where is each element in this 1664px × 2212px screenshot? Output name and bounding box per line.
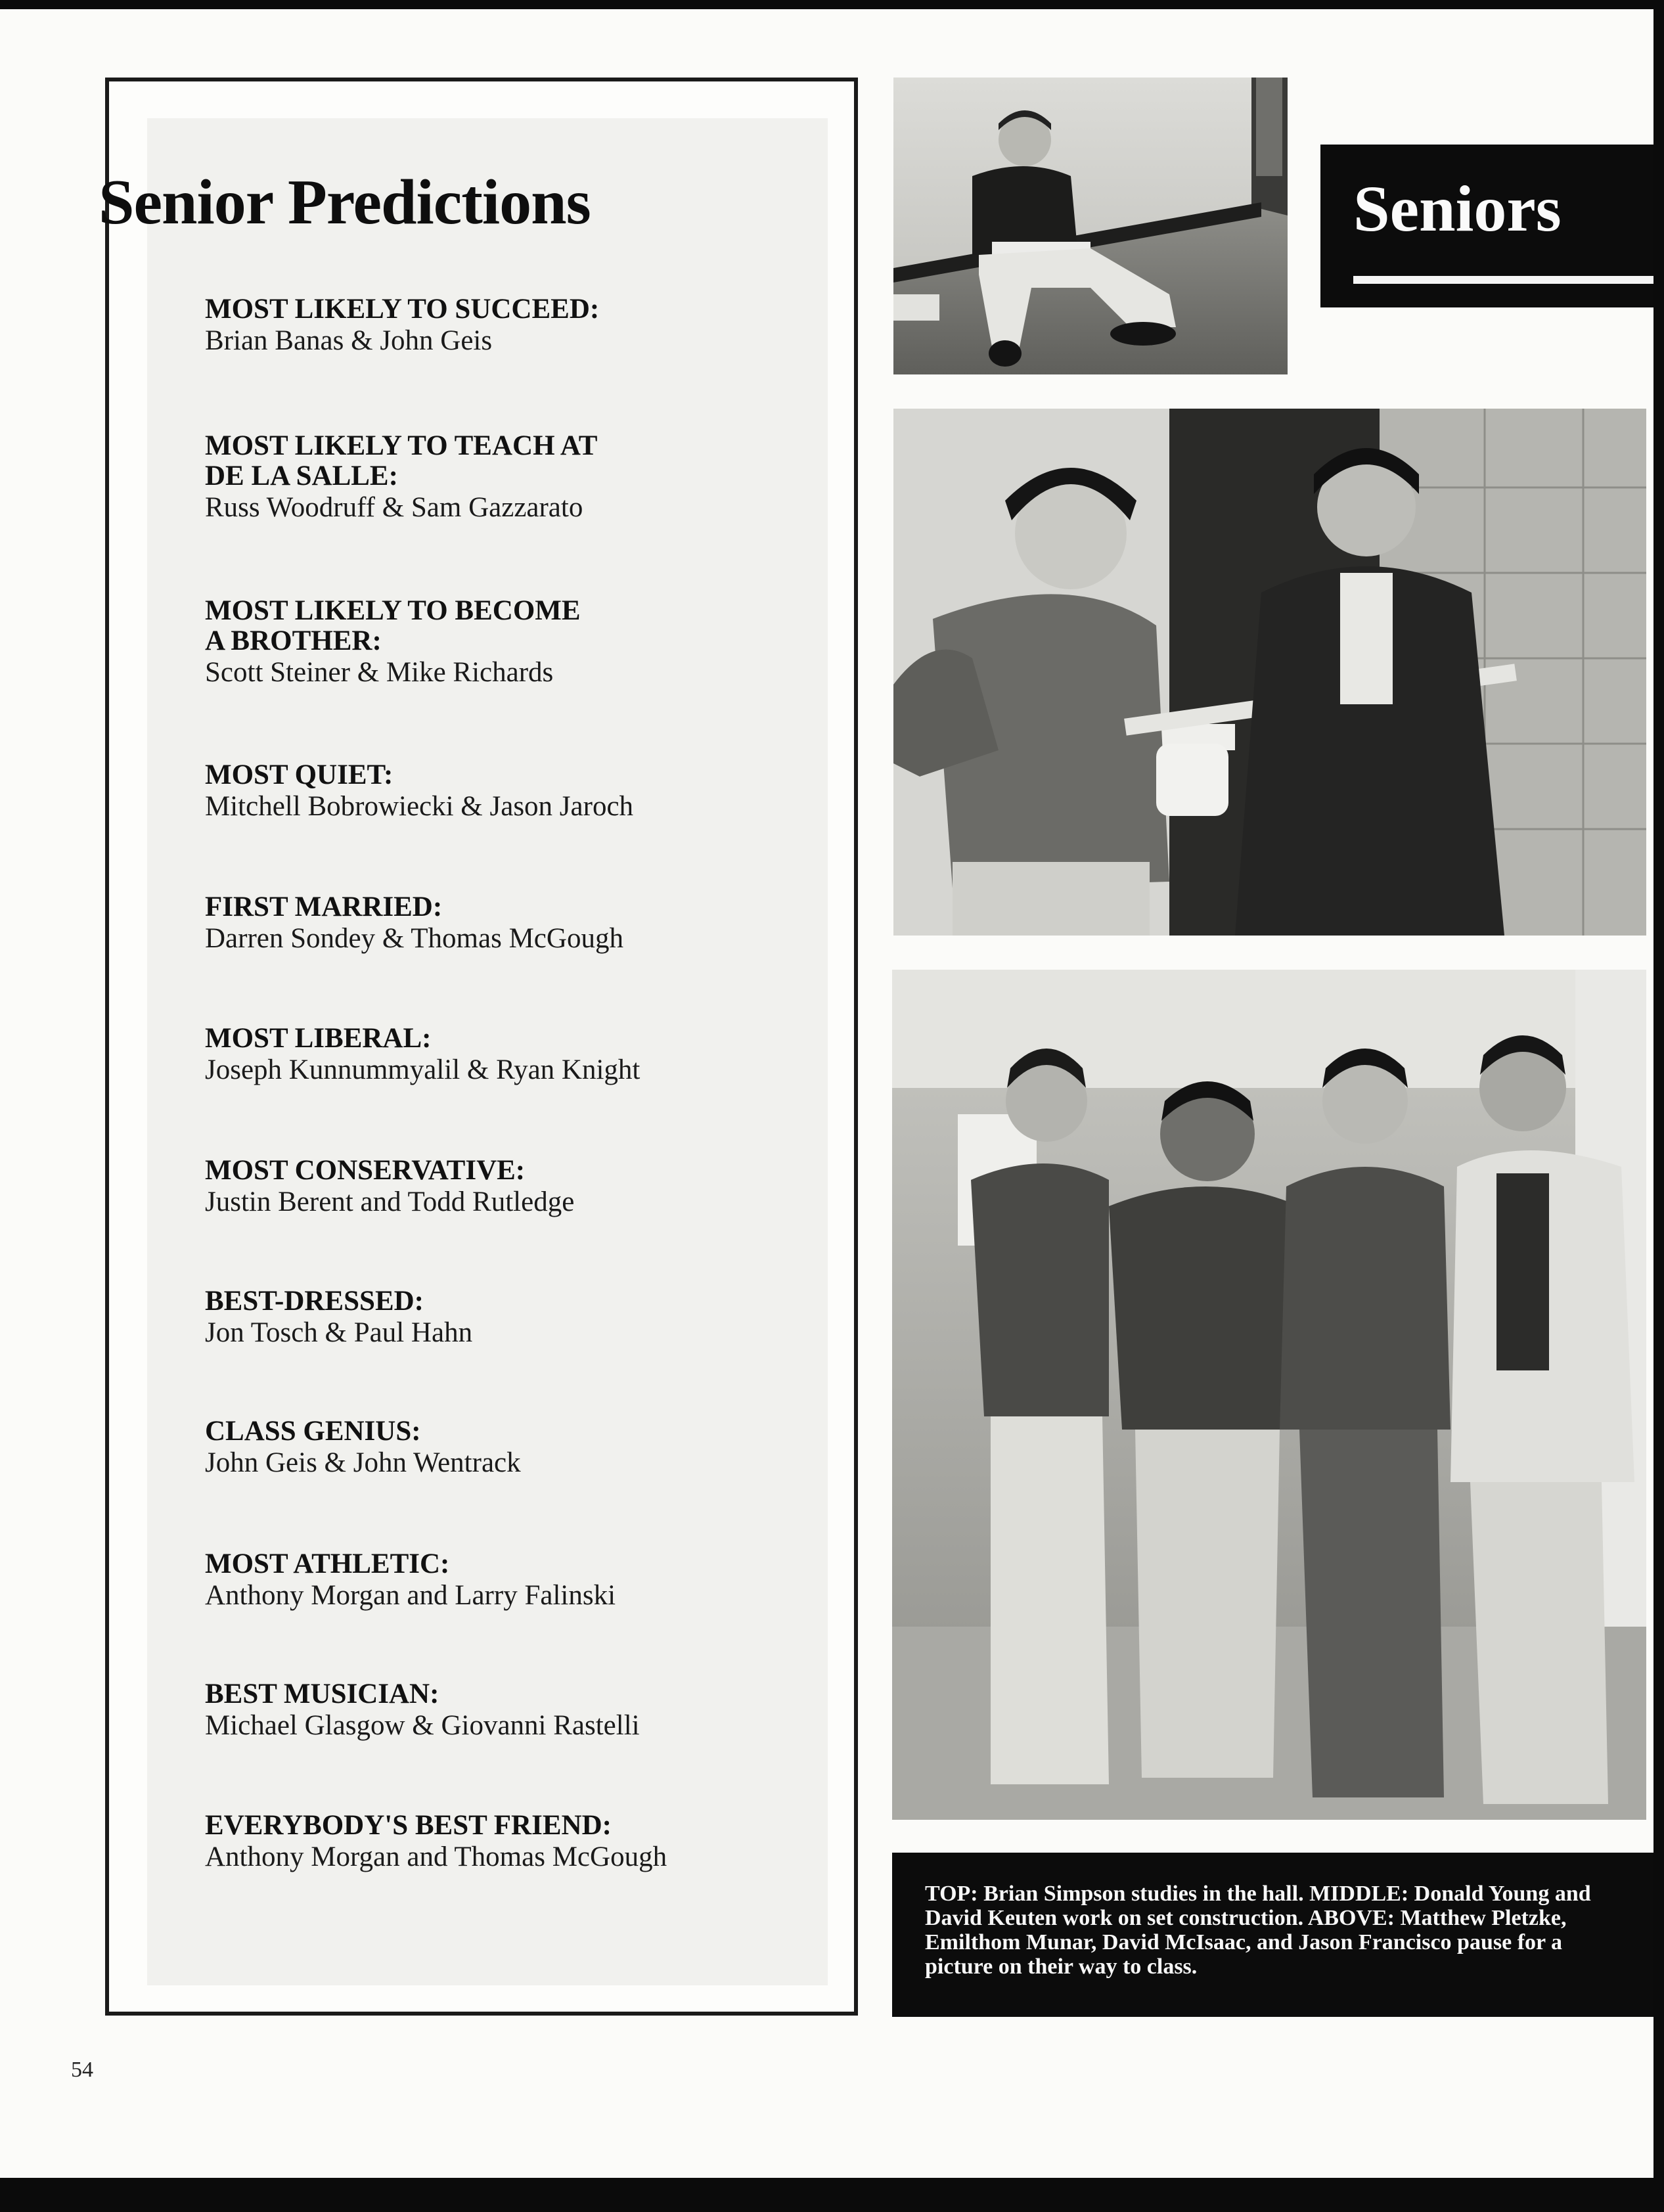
section-rule xyxy=(1353,276,1653,284)
prediction-category: FIRST MARRIED: xyxy=(205,892,443,922)
prediction-names: Justin Berent and Todd Rutledge xyxy=(205,1186,575,1217)
prediction-category: MOST LIBERAL: xyxy=(205,1023,432,1054)
prediction-category: EVERYBODY'S BEST FRIEND: xyxy=(205,1810,612,1841)
prediction-item xyxy=(205,1811,836,1874)
prediction-names: Russ Woodruff & Sam Gazzarato xyxy=(205,492,583,523)
right-border xyxy=(1653,0,1664,2212)
prediction-item xyxy=(205,760,836,823)
caption-box xyxy=(892,1853,1653,2017)
section-banner xyxy=(1320,145,1653,307)
prediction-item xyxy=(205,294,836,357)
prediction-names: Jon Tosch & Paul Hahn xyxy=(205,1317,473,1348)
prediction-names: Joseph Kunnummyalil & Ryan Knight xyxy=(205,1054,641,1085)
prediction-category: BEST-DRESSED: xyxy=(205,1286,424,1317)
prediction-names: John Geis & John Wentrack xyxy=(205,1447,521,1478)
prediction-item xyxy=(205,1024,836,1087)
prediction-item xyxy=(205,892,836,955)
middle-photo xyxy=(893,409,1646,936)
prediction-names: Darren Sondey & Thomas McGough xyxy=(205,923,623,954)
prediction-category: MOST LIKELY TO BECOME A BROTHER: xyxy=(205,595,581,656)
prediction-item xyxy=(205,596,836,689)
above-photo xyxy=(892,970,1646,1820)
prediction-category: MOST ATHLETIC: xyxy=(205,1548,450,1579)
prediction-item xyxy=(205,1156,836,1219)
prediction-names: Michael Glasgow & Giovanni Rastelli xyxy=(205,1710,640,1741)
top-border xyxy=(0,0,1664,9)
prediction-item xyxy=(205,1286,836,1349)
prediction-category: CLASS GENIUS: xyxy=(205,1416,421,1447)
photo-caption: TOP: Brian Simpson studies in the hall. MIDDLE: Donald Young and David Keuten work on set construction. ABOVE: Matthew Pletzke, Emilthom Munar, David McIsaac, and Jason Francisco pause for a picture on their way to class. xyxy=(925,1882,1591,1979)
bottom-border xyxy=(0,2178,1664,2212)
top-photo xyxy=(893,78,1288,374)
prediction-names: Anthony Morgan and Thomas McGough xyxy=(205,1841,667,1872)
prediction-category: MOST LIKELY TO TEACH AT DE LA SALLE: xyxy=(205,430,598,491)
page-title: Senior Predictions xyxy=(99,167,591,238)
page-number: 54 xyxy=(71,2058,93,2082)
prediction-item xyxy=(205,1416,836,1479)
prediction-category: MOST QUIET: xyxy=(205,759,394,790)
prediction-category: BEST MUSICIAN: xyxy=(205,1679,439,1709)
prediction-names: Anthony Morgan and Larry Falinski xyxy=(205,1580,616,1611)
prediction-category: MOST CONSERVATIVE: xyxy=(205,1155,526,1186)
prediction-names: Scott Steiner & Mike Richards xyxy=(205,657,554,688)
prediction-category: MOST LIKELY TO SUCCEED: xyxy=(205,294,600,325)
prediction-item xyxy=(205,1679,836,1742)
prediction-item xyxy=(205,1549,836,1612)
section-title: Seniors xyxy=(1353,172,1562,245)
prediction-item xyxy=(205,431,836,524)
prediction-names: Mitchell Bobrowiecki & Jason Jaroch xyxy=(205,791,634,822)
prediction-names: Brian Banas & John Geis xyxy=(205,325,493,356)
